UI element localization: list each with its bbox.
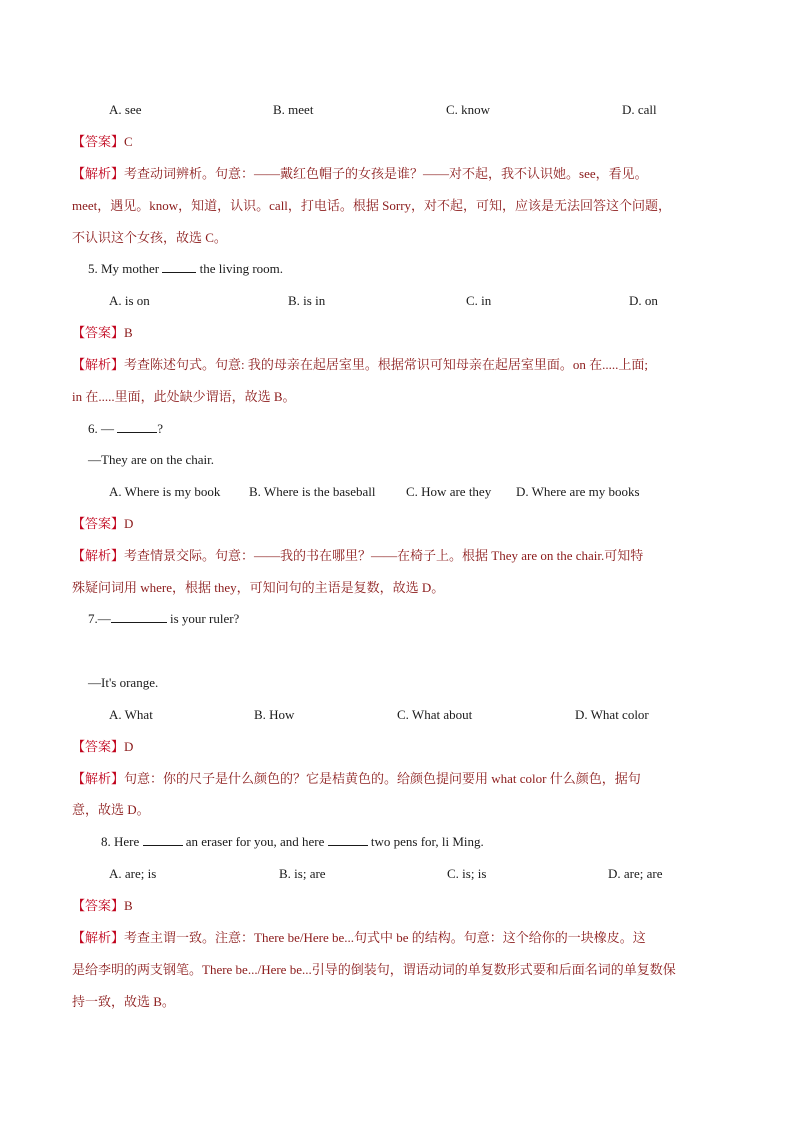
answer-blank-2	[328, 833, 368, 846]
q4-option-b: B. meet	[273, 102, 314, 117]
q8-analysis-line-1: 【解析】考查主谓一致。注意：There be/Here be...句式中 be 的结构。句意：这个给你的一块橡皮。这	[72, 930, 646, 945]
answer-value: C	[124, 134, 133, 149]
q8-answer: 【答案】B	[72, 898, 133, 913]
q6-answer: 【答案】D	[72, 516, 134, 531]
q6-option-c: C. How are they	[406, 484, 492, 499]
q5-answer: 【答案】B	[72, 325, 133, 340]
q5-analysis-line-1: 【解析】考查陈述句式。句意: 我的母亲在起居室里。根据常识可知母亲在起居室里面。on 在.....上面;	[72, 357, 648, 372]
q8-stem: 8. Here an eraser for you, and here two pens for, li Ming.	[101, 834, 484, 849]
answer-blank	[162, 260, 196, 273]
q4-analysis-line-1: 【解析】考查动词辨析。句意：——戴红色帽子的女孩是谁？——对不起，我不认识她。see，看见。	[72, 166, 648, 181]
q4-analysis-line-3: 不认识这个女孩，故选 C。	[72, 230, 227, 245]
answer-tag: 【答案】	[72, 134, 125, 149]
q7-stem: 7.— is your ruler?	[88, 611, 240, 626]
q7-analysis-line-1: 【解析】句意：你的尺子是什么颜色的？它是桔黄色的。给颜色提问要用 what color 什么颜色，据句	[72, 771, 641, 786]
q6-option-b: B. Where is the baseball	[249, 484, 376, 499]
q5-option-c: C. in	[466, 293, 492, 308]
answer-blank-1	[143, 833, 183, 846]
q5-option-a: A. is on	[109, 293, 150, 308]
q6-option-d: D. Where are my books	[516, 484, 640, 499]
q6-analysis-line-2: 殊疑问词用 where，根据 they，可知问句的主语是复数，故选 D。	[72, 580, 445, 595]
q5-option-d: D. on	[629, 293, 658, 308]
q8-analysis-line-3: 持一致，故选 B。	[72, 994, 175, 1009]
q5-stem: 5. My mother the living room.	[88, 261, 284, 276]
q6-analysis-line-1: 【解析】考查情景交际。句意：——我的书在哪里？——在椅子上。根据 They are on the chair.可知特	[72, 548, 644, 563]
q7-answer: 【答案】D	[72, 739, 134, 754]
q8-option-b: B. is; are	[279, 866, 326, 881]
q5-analysis-line-2: in 在.....里面，此处缺少谓语，故选 B。	[72, 389, 296, 404]
q6-stem: 6. — ?	[88, 421, 164, 436]
q6-option-a: A. Where is my book	[109, 484, 221, 499]
q4-option-a: A. see	[109, 102, 142, 117]
q5-option-b: B. is in	[288, 293, 326, 308]
q7-analysis-line-2: 意，故选 D。	[72, 802, 150, 817]
q7-option-c: C. What about	[397, 707, 473, 722]
analysis-tag: 【解析】	[72, 166, 125, 181]
q4-answer	[72, 133, 133, 151]
q8-option-a: A. are; is	[109, 866, 157, 881]
q6-reply: —They are on the chair.	[88, 452, 214, 467]
q7-option-b: B. How	[254, 707, 295, 722]
answer-blank	[117, 420, 157, 433]
q7-reply: —It's orange.	[88, 675, 159, 690]
q4-option-c: C. know	[446, 102, 491, 117]
answer-blank	[111, 610, 167, 623]
q8-option-d: D. are; are	[608, 866, 663, 881]
q8-option-c: C. is; is	[447, 866, 487, 881]
q7-option-a: A. What	[109, 707, 153, 722]
q8-analysis-line-2: 是给李明的两支钢笔。There be.../Here be...引导的倒装句，谓语动词的单复数形式要和后面名词的单复数保	[72, 962, 676, 977]
q4-analysis-line-2: meet，遇见。know，知道，认识。call，打电话。根据 Sorry，对不起，可知，应该是无法回答这个问题，	[72, 198, 672, 213]
q7-option-d: D. What color	[575, 707, 649, 722]
q4-option-d: D. call	[622, 102, 657, 117]
